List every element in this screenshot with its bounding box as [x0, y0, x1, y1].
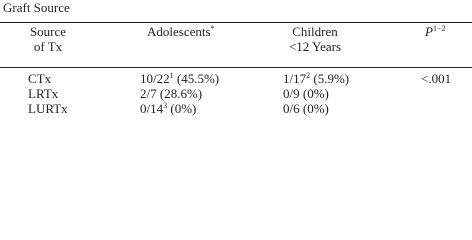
header-adolescents — [147, 24, 215, 39]
adol-footnote: 1 — [169, 71, 174, 80]
child-count: 1/17 — [283, 71, 307, 86]
adol-count: 2/7 (28.6%) — [140, 86, 203, 101]
header-children-line1: Children — [292, 24, 338, 39]
header-source-line1: Source — [29, 24, 67, 39]
row-source: LRTx — [28, 86, 59, 101]
child-count: 0/6 (0%) — [283, 101, 329, 116]
adol-count: 10/22 — [140, 71, 170, 86]
header-source-line2: of Tx — [33, 39, 63, 54]
row-source: LURTx — [28, 101, 68, 116]
header-children — [289, 24, 341, 54]
top-rule — [0, 22, 472, 23]
row-children — [283, 71, 349, 86]
row-p-value: <.001 — [421, 71, 452, 86]
adol-count: 0/14 — [140, 101, 164, 116]
header-p-sup: 1−2 — [432, 24, 446, 33]
table-title: Graft Source — [3, 0, 70, 15]
adol-footnote: 3 — [163, 101, 168, 110]
child-count: 0/9 (0%) — [283, 86, 329, 101]
header-rule — [0, 67, 472, 68]
row-adolescents — [140, 71, 219, 86]
header-p-value — [425, 24, 445, 39]
adol-percent: (0%) — [167, 101, 197, 116]
adol-percent: (45.5%) — [173, 71, 220, 86]
header-p-label: P — [425, 24, 433, 39]
header-source — [30, 24, 66, 54]
row-source: CTx — [28, 71, 52, 86]
child-percent: (5.9%) — [310, 71, 350, 86]
row-children — [283, 101, 329, 116]
row-adolescents — [140, 101, 196, 116]
row-adolescents — [140, 86, 202, 101]
child-footnote: 2 — [306, 71, 311, 80]
row-children — [283, 86, 329, 101]
header-children-line2: <12 Years — [288, 39, 342, 54]
header-adolescents-label: Adolescents — [147, 24, 211, 39]
header-adolescents-mark: * — [210, 24, 215, 33]
